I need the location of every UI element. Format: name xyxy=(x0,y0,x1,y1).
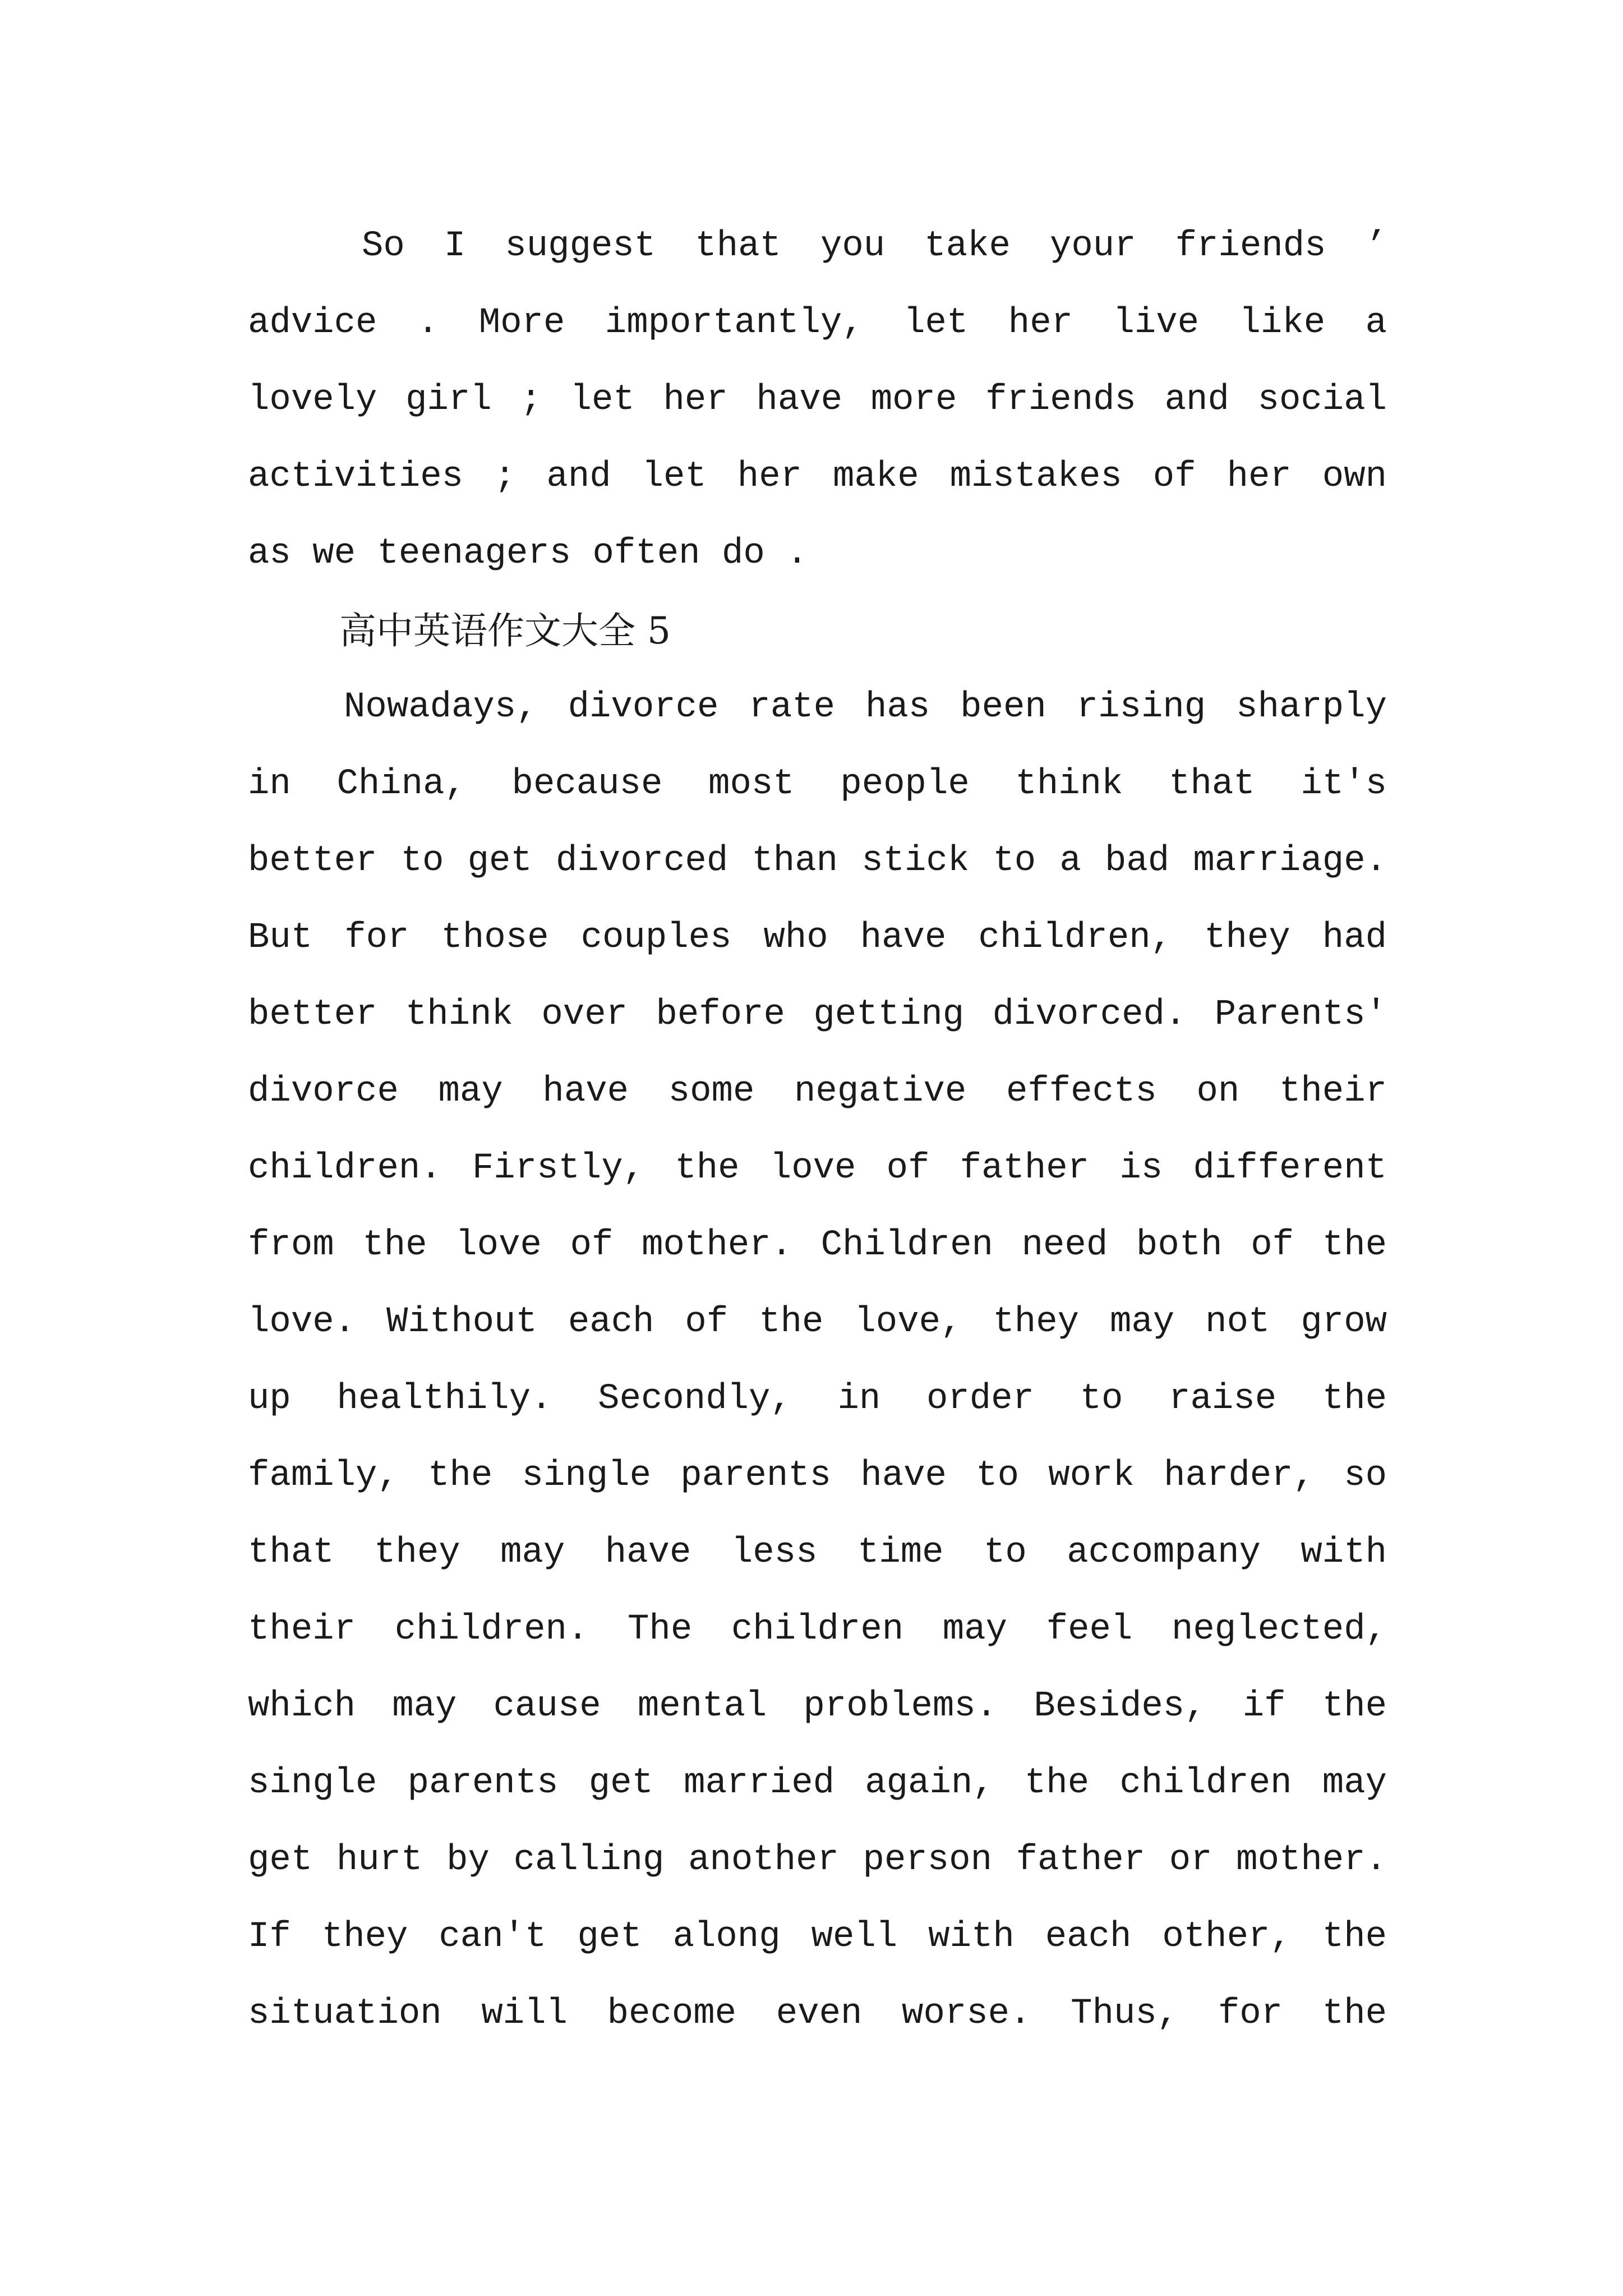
text-line: get hurt by calling another person father or mother. xyxy=(248,1840,1387,1880)
heading-text: 高中英语作文大全 5 xyxy=(339,609,671,652)
text-line: from the love of mother. Children need both of the xyxy=(248,1225,1387,1266)
text-line: which may cause mental problems. Besides, if the xyxy=(248,1686,1387,1727)
text-line: in China, because most people think that it's xyxy=(248,764,1387,804)
document-body xyxy=(248,208,1387,2053)
paragraph xyxy=(248,208,1387,592)
section-heading xyxy=(248,592,1387,669)
text-line: up healthily. Secondly, in order to raise the xyxy=(248,1379,1387,1419)
text-line: single parents get married again, the children may xyxy=(248,1763,1387,1803)
text-line: as we teenagers often do . xyxy=(248,533,808,574)
text-line: lovely girl ; let her have more friends and social xyxy=(248,380,1387,420)
paragraph xyxy=(248,669,1387,2053)
text-line: love. Without each of the love, they may not grow xyxy=(248,1302,1387,1342)
text-line: better think over before getting divorced. Parents' xyxy=(248,995,1387,1035)
text-line: But for those couples who have children, they had xyxy=(248,918,1387,958)
text-line: Nowadays, divorce rate has been rising sharply xyxy=(344,687,1387,728)
text-line: that they may have less time to accompany with xyxy=(248,1533,1387,1573)
text-line: children. Firstly, the love of father is different xyxy=(248,1148,1387,1189)
text-line: So I suggest that you take your friends ’ xyxy=(362,226,1387,266)
text-line: activities ; and let her make mistakes of her own xyxy=(248,457,1387,497)
text-line: If they can't get along well with each other, the xyxy=(248,1917,1387,1957)
text-line: situation will become even worse. Thus, for the xyxy=(248,1994,1387,2034)
text-line: family, the single parents have to work harder, so xyxy=(248,1456,1387,1496)
text-line: their children. The children may feel neglected, xyxy=(248,1609,1387,1650)
text-line: advice . More importantly, let her live like a xyxy=(248,303,1387,343)
text-line: divorce may have some negative effects on their xyxy=(248,1071,1387,1112)
text-line: better to get divorced than stick to a bad marriage. xyxy=(248,841,1387,881)
